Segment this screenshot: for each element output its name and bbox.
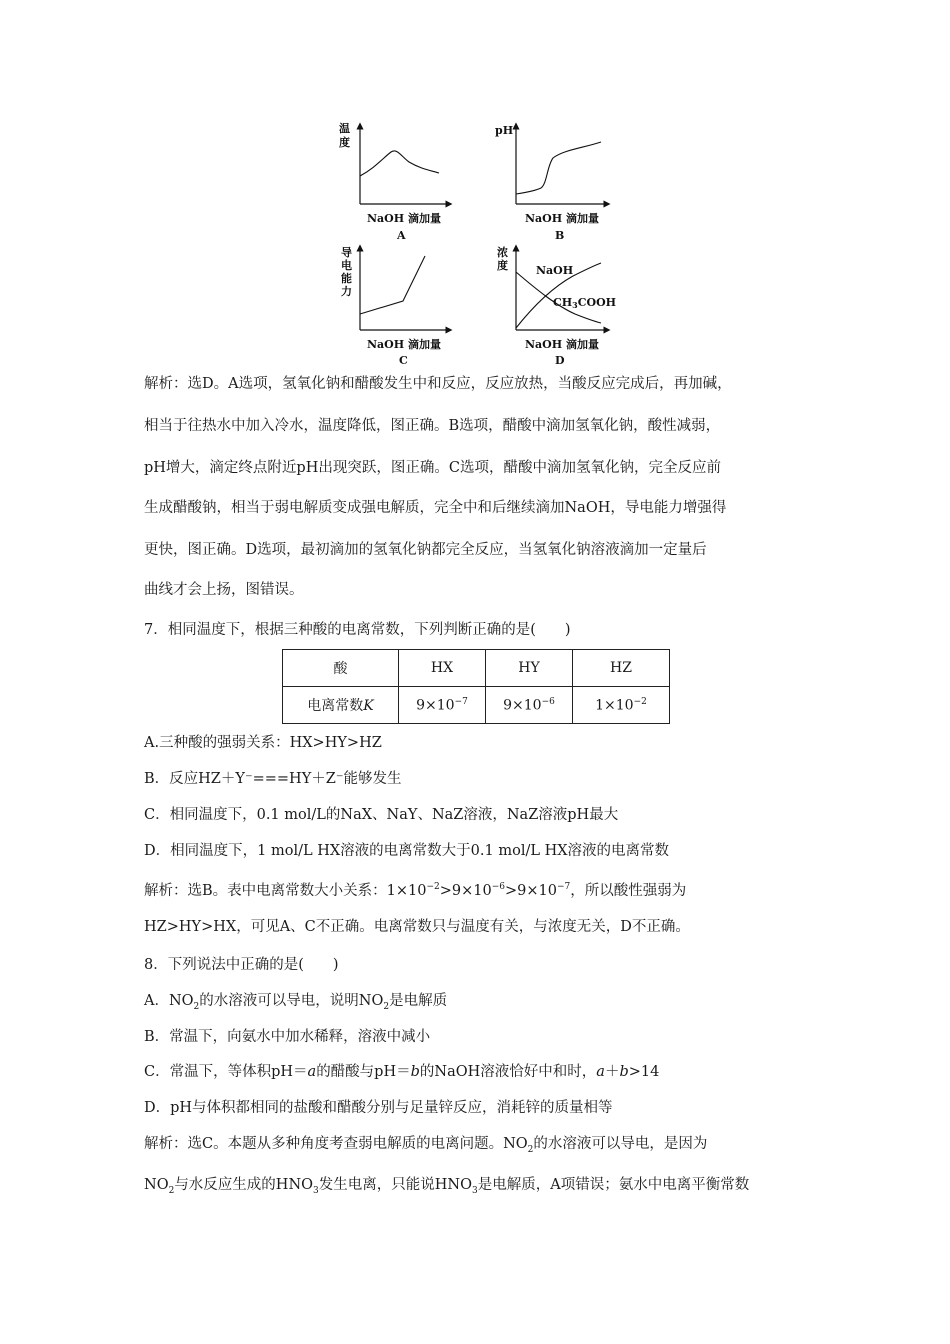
graph-c-ylabel-4: 力 bbox=[341, 285, 352, 298]
q7-option-a: A.三种酸的强弱关系：HX>HY>HZ bbox=[144, 735, 382, 751]
q8-text: 是电解质，A项错误；氨水中电离平衡常数 bbox=[477, 1177, 750, 1193]
q8-text: 解析：选C。本题从多种角度考查弱电解质的电离问题。NO bbox=[144, 1136, 528, 1152]
q7-option-d: D．相同温度下，1 mol/L HX溶液的电离常数大于0.1 mol/L HX溶液的电离常数 bbox=[144, 843, 670, 859]
q8-analysis-line-2 bbox=[144, 1175, 749, 1201]
q7-ans-text: >9×10 bbox=[505, 882, 558, 899]
q8-text: 与水反应生成的HNO bbox=[174, 1177, 314, 1193]
graph-a-xlabel: NaOH 滴加量 bbox=[367, 212, 441, 225]
graph-d-ch3cooh-label: CH3COOH bbox=[553, 296, 617, 310]
q8-option-a bbox=[144, 991, 447, 1017]
graph-c-curve bbox=[360, 256, 425, 314]
q7-ans-text: ，所以酸性强弱为 bbox=[570, 882, 687, 899]
graph-a-ylabel-1: 温 bbox=[339, 122, 350, 135]
q8-stem: 8．下列说法中正确的是( ) bbox=[144, 957, 339, 973]
q8-text: 的水溶液可以导电，说明NO bbox=[199, 993, 384, 1009]
graph-c-ylabel-3: 能 bbox=[341, 272, 352, 285]
table-header-row bbox=[283, 650, 670, 687]
graph-d-ylabel-2: 度 bbox=[497, 259, 508, 272]
graph-d-naoh-label: NaOH bbox=[536, 264, 574, 277]
q8-text: 的NaOH溶液恰好中和时， bbox=[419, 1064, 597, 1080]
table-header-cell: HY bbox=[486, 650, 573, 687]
row-label-k: K bbox=[363, 698, 374, 714]
q7-ans-exp: −2 bbox=[426, 882, 440, 892]
graph-c-ylabel-1: 导 bbox=[341, 246, 352, 259]
q8-sub: 3 bbox=[313, 1185, 319, 1196]
analysis-line-1: 解析：选D。A选项，氢氧化钠和醋酸发生中和反应，反应放热，当酸反应完成后，再加碱， bbox=[144, 376, 732, 392]
q8-analysis-line-1 bbox=[144, 1134, 707, 1160]
q8-text: A．NO bbox=[144, 993, 194, 1009]
q8-var: b bbox=[619, 1064, 629, 1080]
q8-sub: 2 bbox=[193, 1001, 200, 1012]
q8-text: 的醋酸与pH＝ bbox=[316, 1064, 411, 1080]
graph-a bbox=[339, 121, 449, 242]
q8-text: 是电解质 bbox=[389, 993, 448, 1009]
table-header-cell: HX bbox=[399, 650, 486, 687]
ionization-constant-table bbox=[282, 649, 670, 724]
q8-option-d: D．pH与体积都相同的盐酸和醋酸分别与足量锌反应，消耗锌的质量相等 bbox=[144, 1100, 613, 1116]
table-header-cell: 酸 bbox=[283, 650, 399, 687]
q8-option-c bbox=[144, 1062, 659, 1082]
graph-a-ylabel-2: 度 bbox=[339, 136, 350, 149]
graph-c-ylabel-2: 电 bbox=[341, 259, 352, 272]
q8-option-b: B．常温下，向氨水中加水稀释，溶液中减小 bbox=[144, 1029, 431, 1045]
graph-d-xlabel: NaOH 滴加量 bbox=[525, 338, 599, 351]
graph-c-letter: C bbox=[399, 354, 408, 367]
graph-a-letter: A bbox=[397, 229, 406, 242]
q7-option-b: B．反应HZ＋Y⁻===HY＋Z⁻能够发生 bbox=[144, 771, 402, 787]
q8-var: a bbox=[307, 1064, 317, 1080]
graph-d-letter: D bbox=[555, 354, 565, 367]
analysis-line-3: pH增大，滴定终点附近pH出现突跃，图正确。C选项，醋酸中滴加氢氧化钠，完全反应前 bbox=[144, 460, 721, 476]
value-base: 9×10 bbox=[416, 697, 455, 714]
table-header-cell: HZ bbox=[573, 650, 670, 687]
q8-sub: 2 bbox=[168, 1185, 175, 1196]
value-exp: −6 bbox=[541, 696, 555, 707]
naoh-titration-graphs bbox=[335, 118, 625, 370]
q7-ans-text: >9×10 bbox=[439, 882, 492, 899]
q7-ans-exp: −6 bbox=[491, 882, 506, 892]
table-cell-hx bbox=[399, 687, 486, 724]
q7-analysis-line-2: HZ>HY>HX，可见A、C不正确。电离常数只与温度有关，与浓度无关，D不正确。 bbox=[144, 919, 690, 935]
value-exp: −7 bbox=[454, 696, 468, 707]
graph-d bbox=[497, 245, 616, 367]
q8-text: ＋ bbox=[604, 1064, 620, 1080]
table-cell-hy bbox=[486, 687, 573, 724]
value-base: 9×10 bbox=[503, 697, 542, 714]
graph-b-xlabel: NaOH 滴加量 bbox=[525, 212, 599, 225]
value-base: 1×10 bbox=[595, 697, 634, 714]
graphs-svg bbox=[335, 118, 625, 370]
graph-b-curve bbox=[516, 142, 601, 194]
q8-text: 发生电离，只能说HNO bbox=[318, 1177, 473, 1193]
analysis-line-6: 曲线才会上扬，图错误。 bbox=[144, 582, 304, 598]
analysis-line-4: 生成醋酸钠，相当于弱电解质变成强电解质，完全中和后继续滴加NaOH，导电能力增强得 bbox=[144, 500, 727, 516]
q7-ans-text: 解析：选B。表中电离常数大小关系：1×10 bbox=[144, 882, 427, 899]
q7-analysis-line-1 bbox=[144, 877, 686, 901]
q8-sub: 2 bbox=[383, 1001, 390, 1012]
q8-text: >14 bbox=[628, 1064, 660, 1080]
q7-ans-exp: −7 bbox=[557, 882, 571, 892]
q7-option-c: C．相同温度下，0.1 mol/L的NaX、NaY、NaZ溶液，NaZ溶液pH最大 bbox=[144, 807, 619, 823]
row-label-text: 电离常数 bbox=[307, 698, 364, 714]
graph-c-xlabel: NaOH 滴加量 bbox=[367, 338, 441, 351]
graph-a-curve bbox=[360, 151, 439, 176]
q7-stem: 7．相同温度下，根据三种酸的电离常数，下列判断正确的是( ) bbox=[144, 622, 571, 638]
table-row-label bbox=[283, 687, 399, 724]
graph-d-ylabel-1: 浓 bbox=[497, 246, 508, 259]
graph-b-letter: B bbox=[555, 229, 565, 242]
q8-var: a bbox=[596, 1064, 605, 1080]
analysis-line-5: 更快，图正确。D选项，最初滴加的氢氧化钠都完全反应，当氢氧化钠溶液滴加一定量后 bbox=[144, 542, 707, 558]
q8-sub: 2 bbox=[527, 1144, 534, 1155]
q8-text: NO bbox=[144, 1177, 169, 1193]
q8-var: b bbox=[410, 1064, 420, 1080]
graph-b-ylabel: pH bbox=[495, 124, 514, 137]
analysis-line-2: 相当于往热水中加入冷水，温度降低，图正确。B选项，醋酸中滴加氢氧化钠，酸性减弱， bbox=[144, 418, 721, 434]
q8-text: C．常温下，等体积pH＝ bbox=[144, 1064, 308, 1080]
table-cell-hz bbox=[573, 687, 670, 724]
q8-sub: 3 bbox=[472, 1185, 478, 1196]
value-exp: −2 bbox=[633, 696, 647, 707]
q8-text: 的水溶液可以导电，是因为 bbox=[533, 1136, 708, 1152]
table-row bbox=[283, 687, 670, 724]
graph-c bbox=[341, 245, 449, 367]
graph-b bbox=[495, 124, 607, 242]
